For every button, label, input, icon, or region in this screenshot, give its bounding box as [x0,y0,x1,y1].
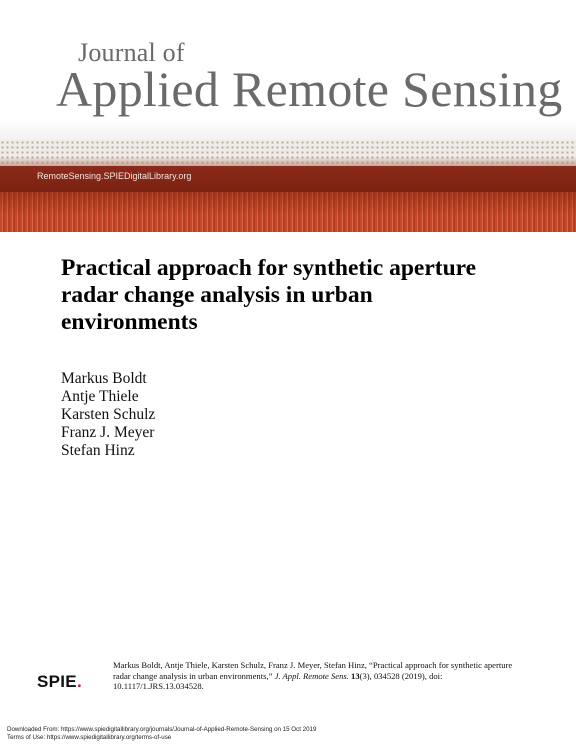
author-name: Antje Thiele [61,388,139,405]
download-notice [7,726,316,742]
citation-volume: 13 [351,670,360,681]
citation-block [113,660,513,692]
site-url[interactable]: RemoteSensing.SPIEDigitalLibrary.org [37,171,192,181]
spie-logo [37,672,82,692]
author-name: Stefan Hinz [61,442,135,459]
spie-logo-dot: . [76,672,82,691]
author-name: Franz J. Meyer [61,424,155,441]
author-name: Markus Boldt [61,370,147,387]
spie-logo-text: SPIE [37,672,77,691]
citation-issue-pages-doi: (3), 034528 (2019), doi: 10.1117/1.JRS.13.034528. [113,670,443,691]
journal-prefix: Journal of [78,38,185,67]
dotted-pattern-fade [0,156,576,166]
downloaded-from[interactable]: Downloaded From: https://www.spiedigitallibrary.org/journals/Journal-of-Applied-Remote-Sensing on 15 Oct 2019 [7,726,317,733]
terms-of-use[interactable]: Terms of Use: https://www.spiedigitallibrary.org/terms-of-use [7,734,172,741]
author-list [61,370,155,460]
citation-authors-title: Markus Boldt, Antje Thiele, Karsten Schulz, Franz J. Meyer, Stefan Hinz, “Practical approach for synthetic aperture radar change analysis in urban environments,” [113,660,513,681]
author-name: Karsten Schulz [61,406,156,423]
striped-decoration-shade [0,192,576,232]
citation-journal: J. Appl. Remote Sens. [274,670,349,681]
paper-title: Practical approach for synthetic aperture radar change analysis in urban environments [61,255,477,335]
journal-name: Applied Remote Sensing [56,61,563,117]
journal-header-banner [0,0,576,232]
